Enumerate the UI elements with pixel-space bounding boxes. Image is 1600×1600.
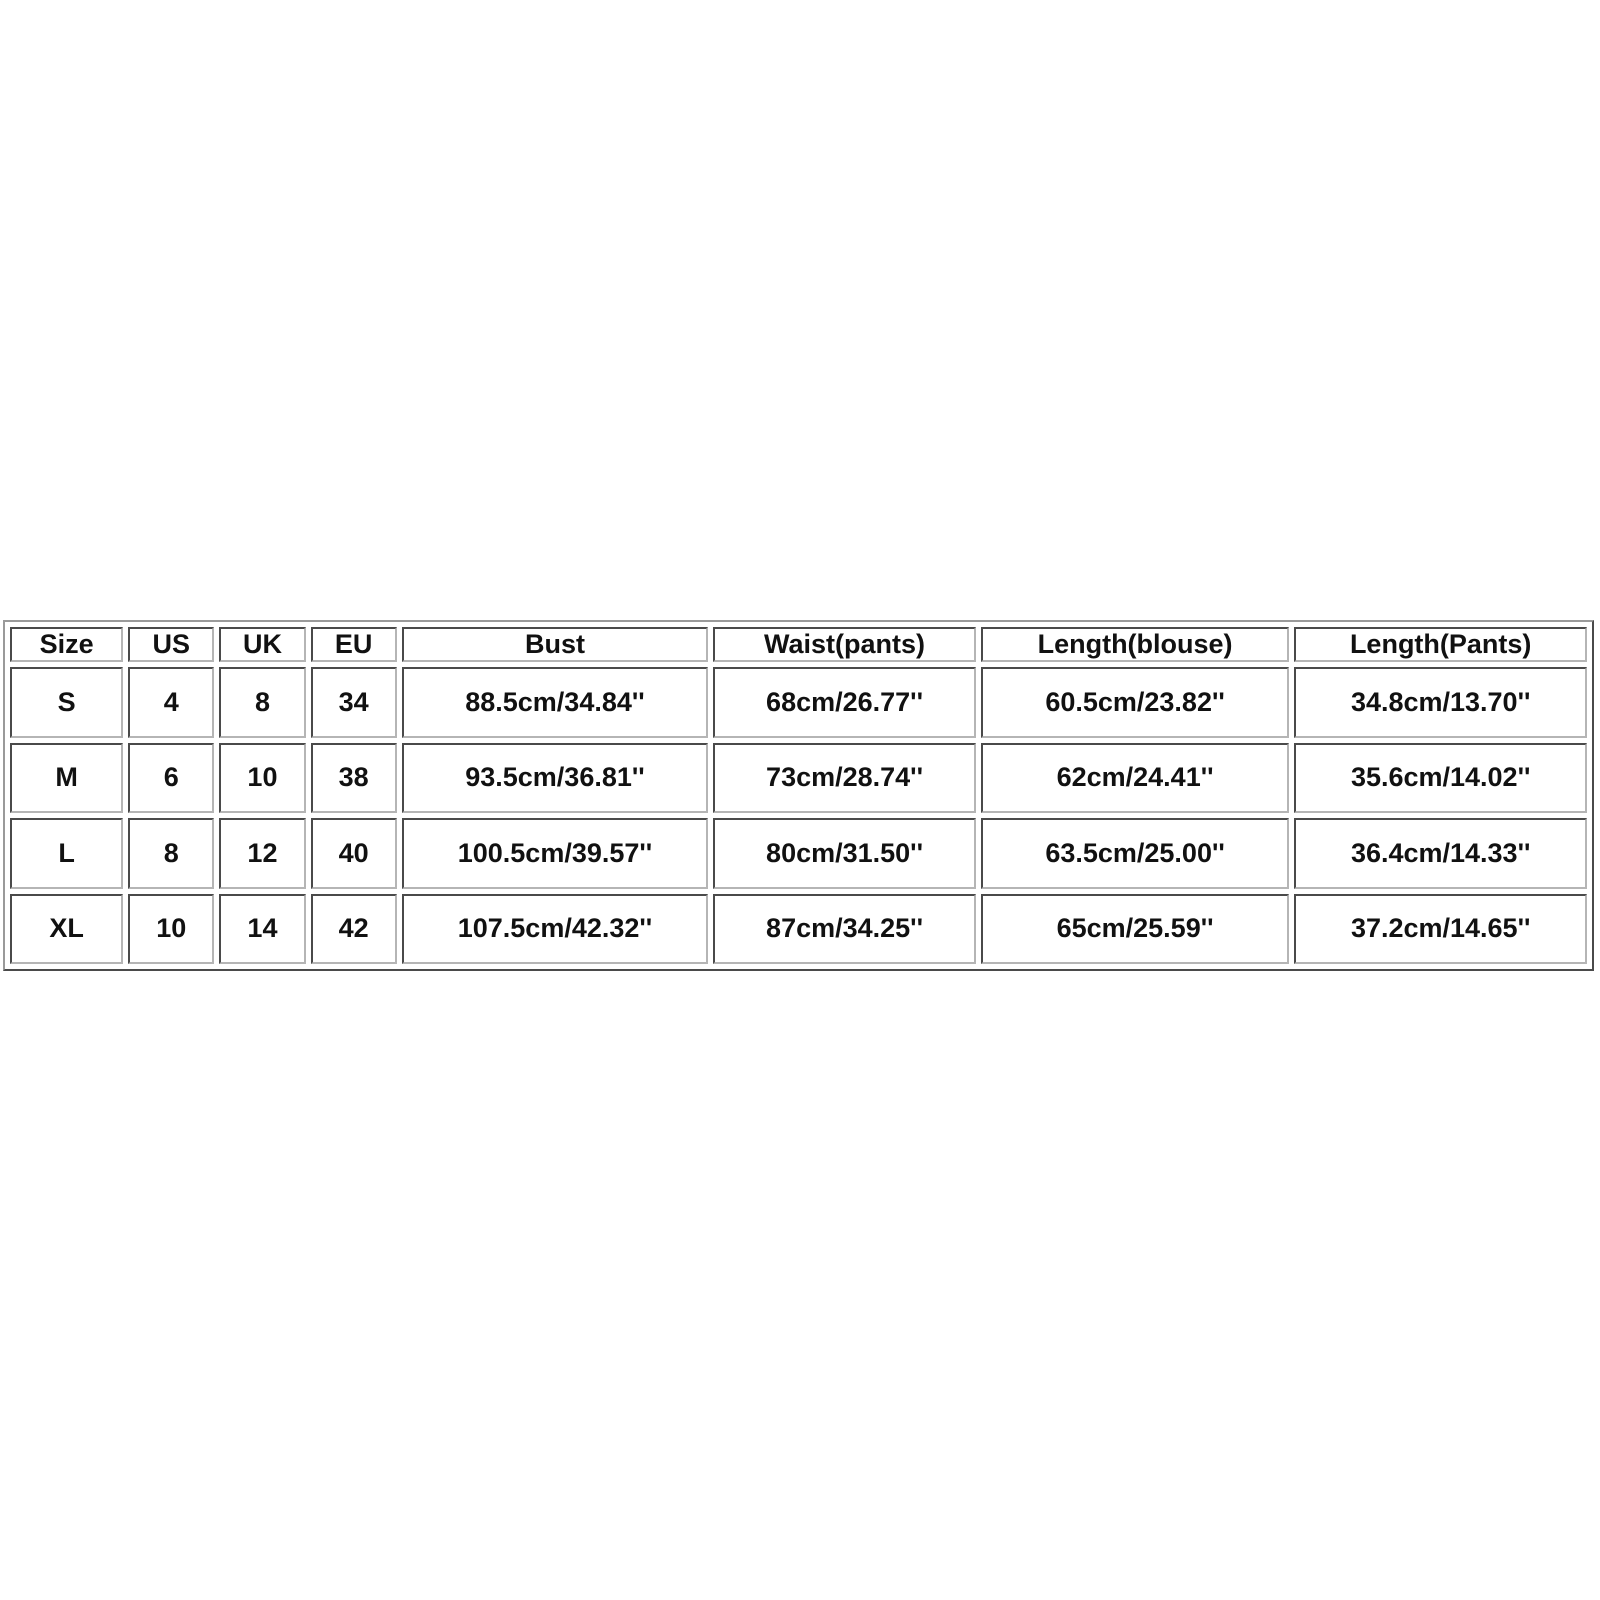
cell-length-pants: 35.6cm/14.02'' xyxy=(1294,743,1587,814)
cell-waist-pants: 68cm/26.77'' xyxy=(713,667,976,738)
table-row xyxy=(10,743,1587,814)
size-chart xyxy=(3,620,1594,971)
cell-bust: 93.5cm/36.81'' xyxy=(402,743,709,814)
cell-waist-pants: 87cm/34.25'' xyxy=(713,894,976,965)
header-length-blouse: Length(blouse) xyxy=(981,627,1290,662)
cell-length-blouse: 65cm/25.59'' xyxy=(981,894,1290,965)
cell-size: L xyxy=(10,818,123,889)
cell-uk: 10 xyxy=(219,743,305,814)
header-bust: Bust xyxy=(402,627,709,662)
cell-eu: 42 xyxy=(311,894,397,965)
cell-length-blouse: 62cm/24.41'' xyxy=(981,743,1290,814)
header-size: Size xyxy=(10,627,123,662)
cell-us: 4 xyxy=(128,667,214,738)
cell-waist-pants: 80cm/31.50'' xyxy=(713,818,976,889)
cell-eu: 38 xyxy=(311,743,397,814)
cell-us: 10 xyxy=(128,894,214,965)
cell-waist-pants: 73cm/28.74'' xyxy=(713,743,976,814)
header-us: US xyxy=(128,627,214,662)
cell-length-blouse: 60.5cm/23.82'' xyxy=(981,667,1290,738)
cell-us: 8 xyxy=(128,818,214,889)
cell-uk: 8 xyxy=(219,667,305,738)
cell-uk: 12 xyxy=(219,818,305,889)
header-row xyxy=(10,627,1587,662)
table-row xyxy=(10,894,1587,965)
size-table xyxy=(5,622,1592,969)
cell-bust: 100.5cm/39.57'' xyxy=(402,818,709,889)
cell-size: S xyxy=(10,667,123,738)
cell-length-pants: 34.8cm/13.70'' xyxy=(1294,667,1587,738)
cell-length-pants: 36.4cm/14.33'' xyxy=(1294,818,1587,889)
cell-us: 6 xyxy=(128,743,214,814)
cell-uk: 14 xyxy=(219,894,305,965)
header-waist-pants: Waist(pants) xyxy=(713,627,976,662)
header-length-pants: Length(Pants) xyxy=(1294,627,1587,662)
cell-size: M xyxy=(10,743,123,814)
cell-bust: 107.5cm/42.32'' xyxy=(402,894,709,965)
cell-size: XL xyxy=(10,894,123,965)
header-eu: EU xyxy=(311,627,397,662)
cell-eu: 34 xyxy=(311,667,397,738)
cell-bust: 88.5cm/34.84'' xyxy=(402,667,709,738)
header-uk: UK xyxy=(219,627,305,662)
table-row xyxy=(10,667,1587,738)
table-row xyxy=(10,818,1587,889)
cell-length-blouse: 63.5cm/25.00'' xyxy=(981,818,1290,889)
cell-eu: 40 xyxy=(311,818,397,889)
cell-length-pants: 37.2cm/14.65'' xyxy=(1294,894,1587,965)
